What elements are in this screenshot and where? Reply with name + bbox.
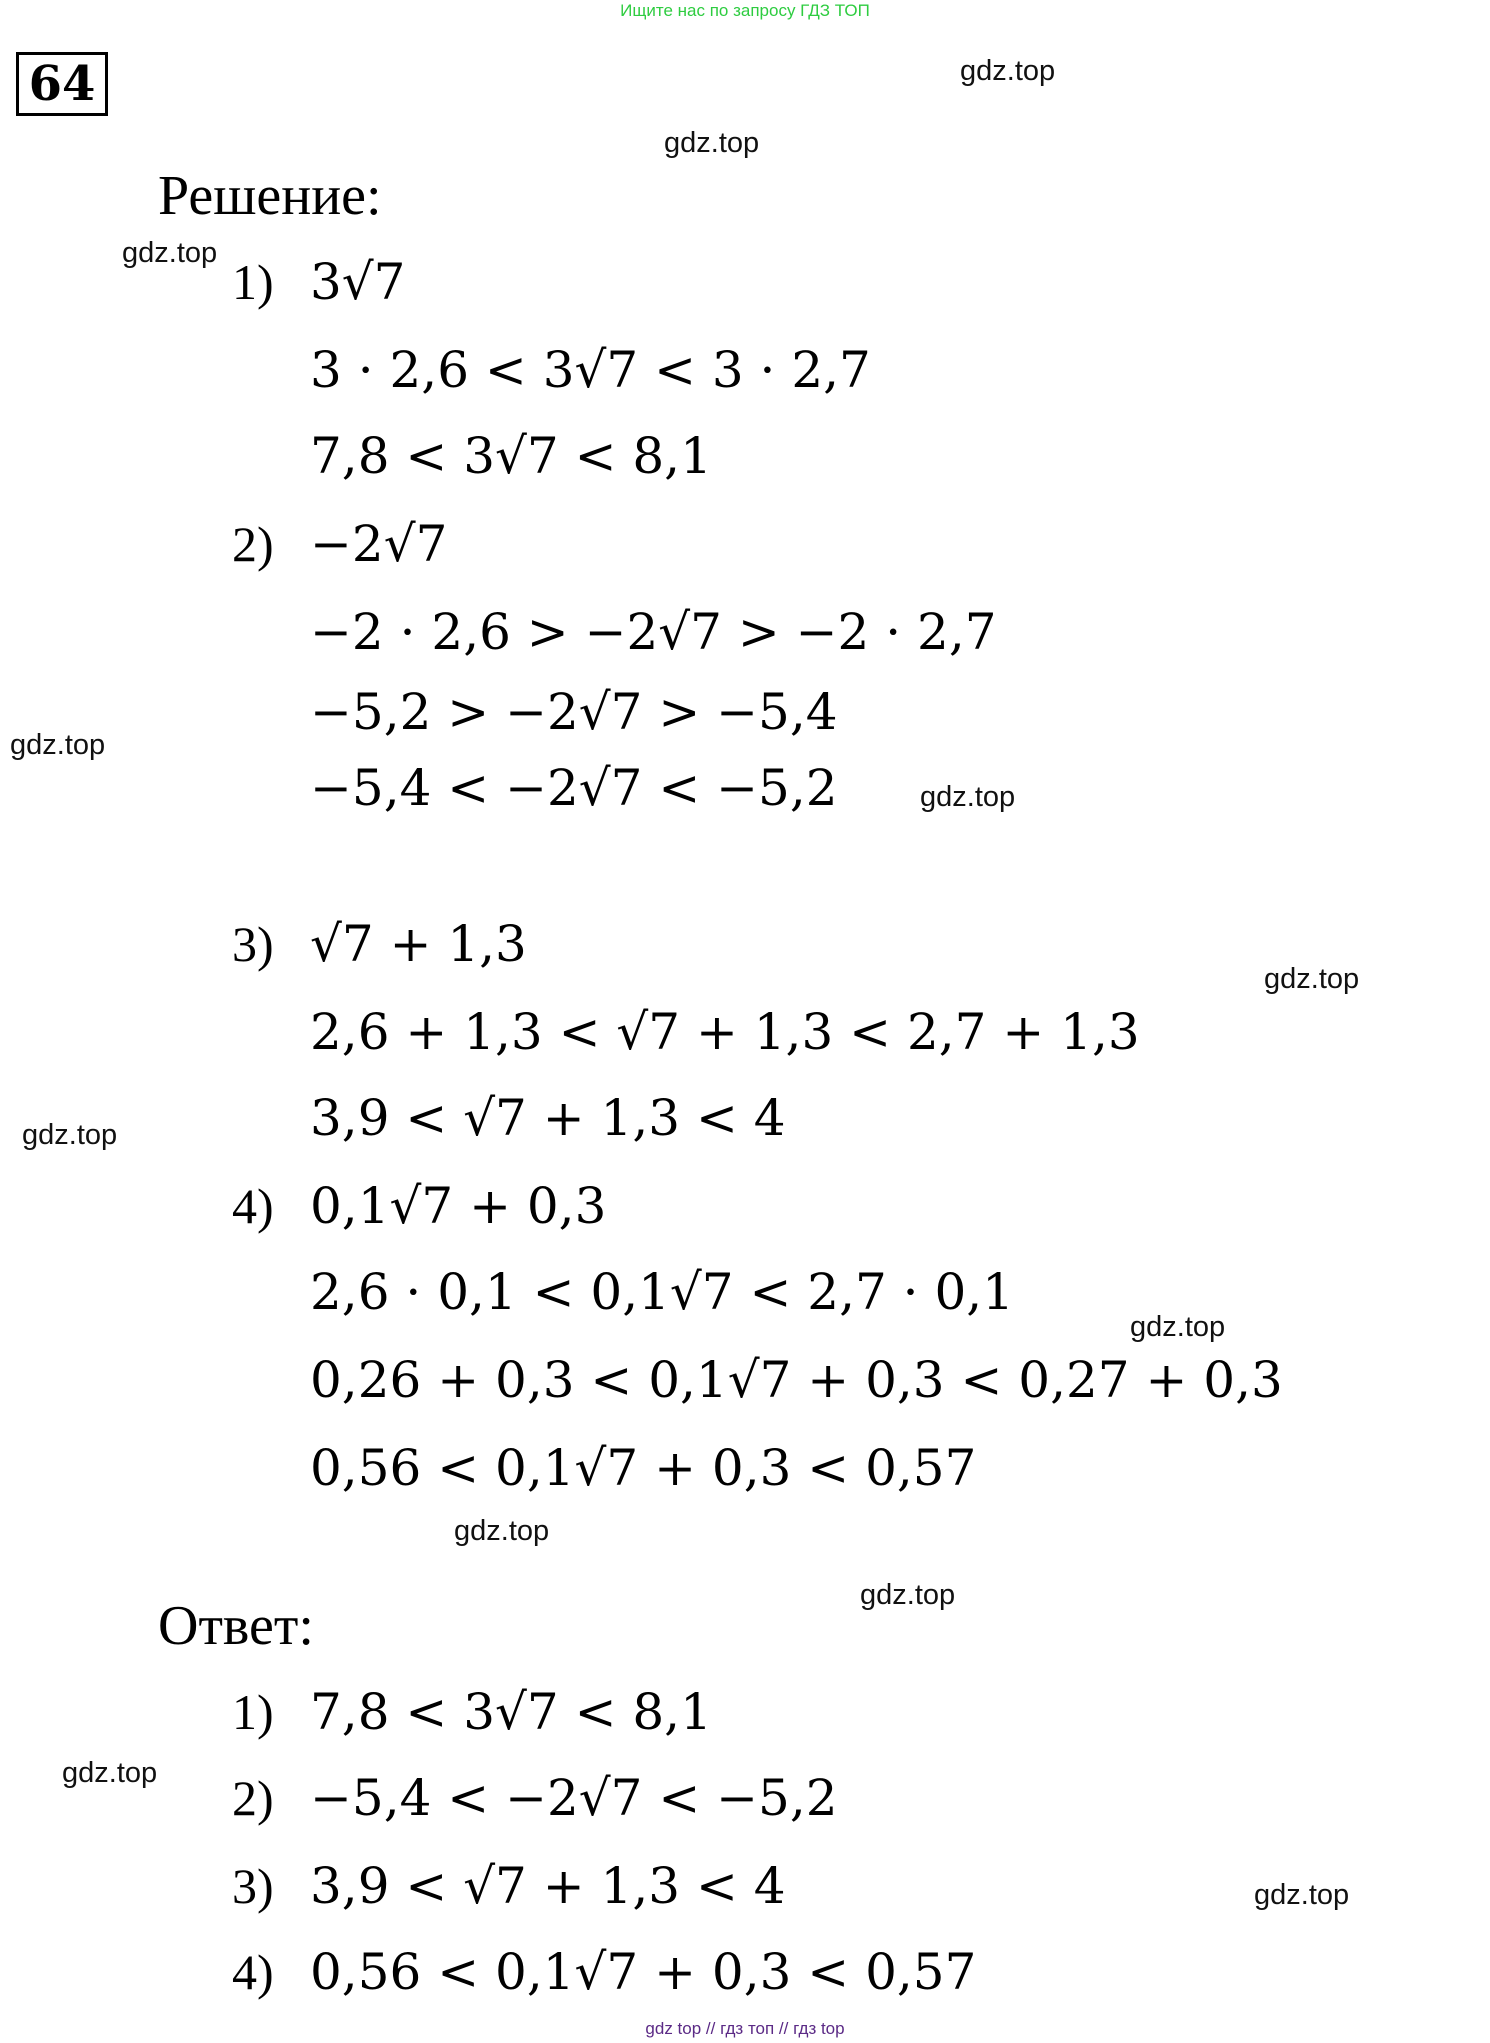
- solution-line: 0,56 < 0,1√7 + 0,3 < 0,57: [310, 1439, 977, 1497]
- answer-number: 1): [232, 1684, 274, 1740]
- solution-line: 3,9 < √7 + 1,3 < 4: [310, 1089, 786, 1147]
- answer-line: 0,56 < 0,1√7 + 0,3 < 0,57: [310, 1943, 977, 2001]
- watermark: gdz.top: [62, 1757, 158, 1789]
- watermark: gdz.top: [1130, 1311, 1226, 1343]
- solution-line: −5,2 > −2√7 > −5,4: [310, 683, 838, 741]
- watermark: gdz.top: [920, 781, 1016, 813]
- watermark: gdz.top: [1264, 963, 1360, 995]
- answer-number: 2): [232, 1770, 274, 1826]
- solution-line: 3 · 2,6 < 3√7 < 3 · 2,7: [310, 341, 871, 399]
- solution-line: √7 + 1,3: [310, 915, 527, 973]
- solution-line: −2 · 2,6 > −2√7 > −2 · 2,7: [310, 603, 997, 661]
- solution-line: 0,1√7 + 0,3: [310, 1177, 607, 1235]
- answer-number: 3): [232, 1858, 274, 1914]
- watermark: gdz.top: [10, 729, 106, 761]
- solution-line: 0,26 + 0,3 < 0,1√7 + 0,3 < 0,27 + 0,3: [310, 1351, 1283, 1409]
- solution-line: −2√7: [310, 515, 448, 573]
- watermark: gdz.top: [860, 1579, 956, 1611]
- solution-line: 2,6 · 0,1 < 0,1√7 < 2,7 · 0,1: [310, 1263, 1014, 1321]
- watermark: gdz.top: [664, 127, 760, 159]
- solution-line: 2,6 + 1,3 < √7 + 1,3 < 2,7 + 1,3: [310, 1003, 1140, 1061]
- solution-item-number: 3): [232, 916, 274, 972]
- solution-line: −5,4 < −2√7 < −5,2: [310, 759, 838, 817]
- watermark: gdz.top: [960, 55, 1056, 87]
- solution-line: 3√7: [310, 253, 406, 311]
- answer-line: 3,9 < √7 + 1,3 < 4: [310, 1857, 786, 1915]
- task-number: 64: [16, 52, 108, 116]
- answer-line: 7,8 < 3√7 < 8,1: [310, 1683, 712, 1741]
- watermark: gdz.top: [1254, 1879, 1350, 1911]
- solution-item-number: 1): [232, 254, 274, 310]
- answer-line: −5,4 < −2√7 < −5,2: [310, 1769, 838, 1827]
- answer-heading: Ответ:: [158, 1595, 314, 1657]
- solution-item-number: 4): [232, 1178, 274, 1234]
- footer-links: gdz top // гдз топ // гдз top: [645, 2019, 845, 2038]
- solution-line: 7,8 < 3√7 < 8,1: [310, 427, 712, 485]
- watermark: gdz.top: [122, 237, 218, 269]
- watermark: gdz.top: [22, 1119, 118, 1151]
- solution-heading: Решение:: [158, 165, 382, 227]
- solution-item-number: 2): [232, 516, 274, 572]
- answer-number: 4): [232, 1944, 274, 2000]
- watermark: gdz.top: [454, 1515, 550, 1547]
- top-banner: Ищите нас по запросу ГДЗ ТОП: [620, 1, 870, 20]
